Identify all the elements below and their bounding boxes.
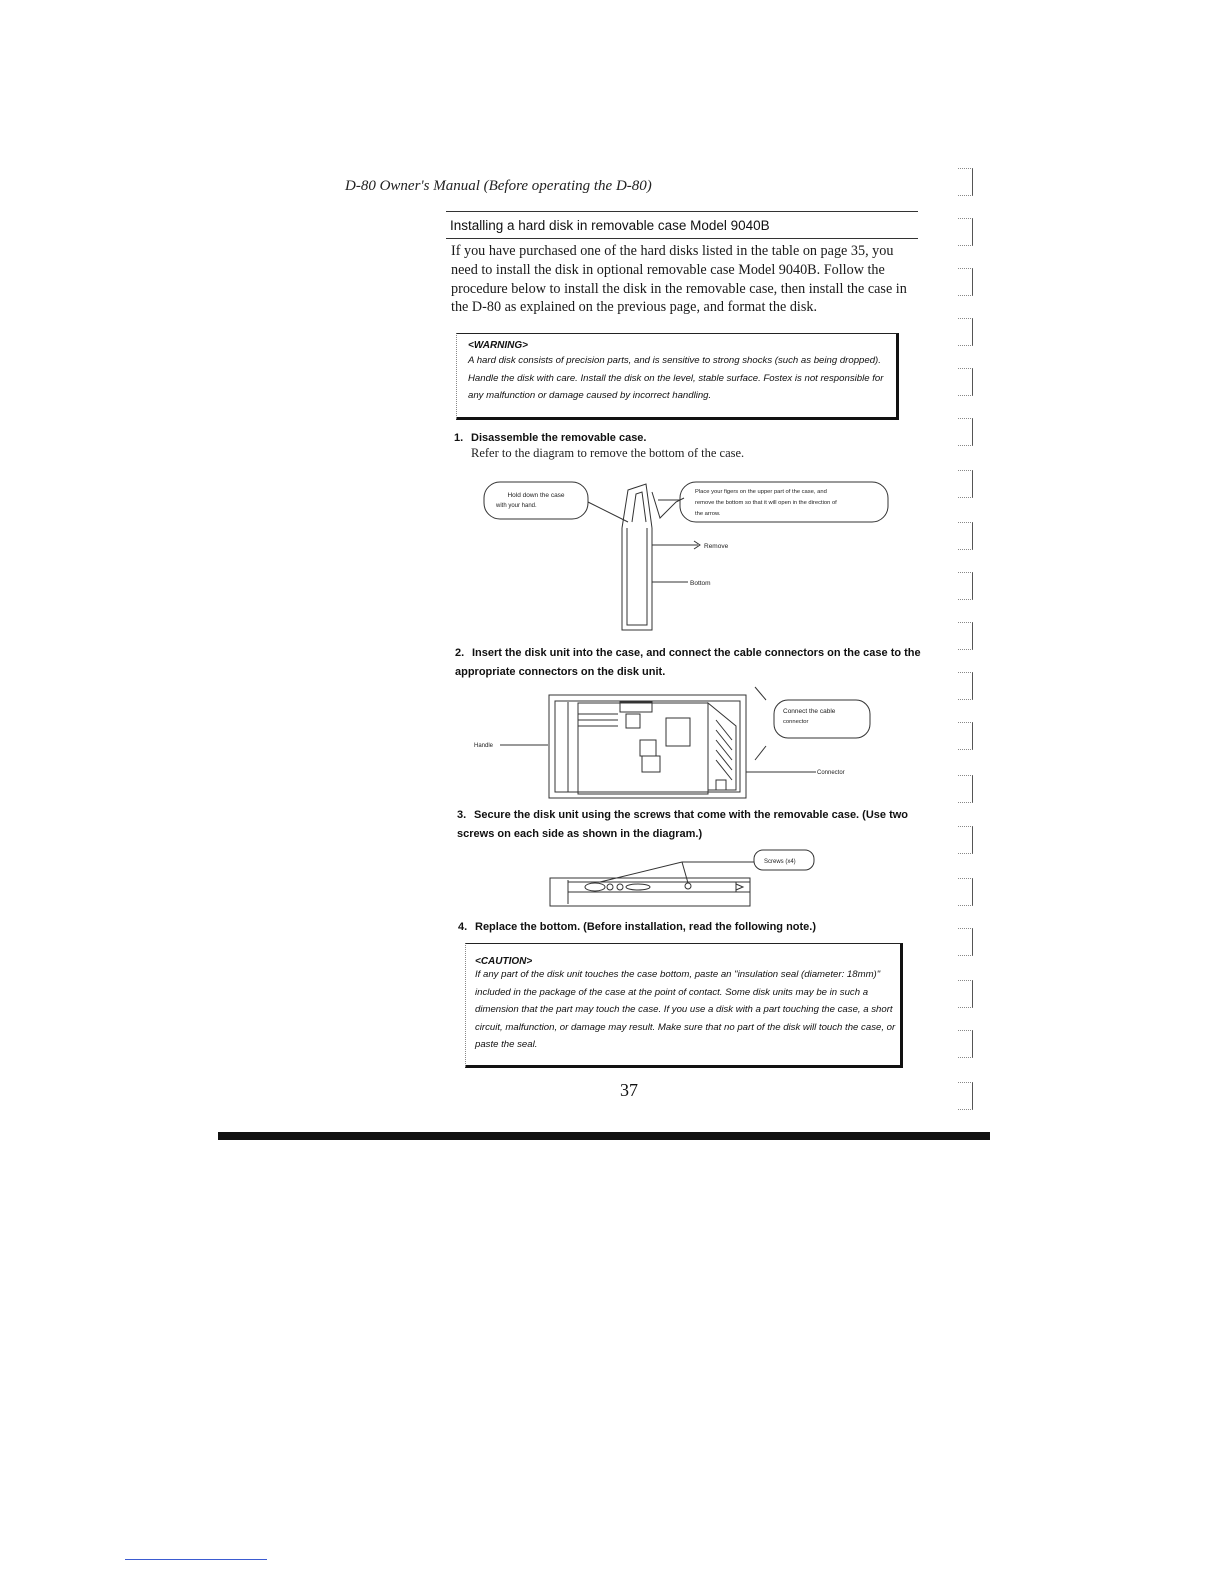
diagram-connect-cable xyxy=(470,680,890,805)
disk-chip-4 xyxy=(642,756,660,772)
edge-tab xyxy=(958,368,973,396)
edge-tab xyxy=(958,418,973,446)
connector-block xyxy=(708,703,736,790)
edge-tab xyxy=(958,168,973,196)
edge-tab xyxy=(958,522,973,550)
step-2-title xyxy=(455,644,925,682)
edge-tab xyxy=(958,826,973,854)
edge-tab xyxy=(958,928,973,956)
callout-place-line1: Place your figers on the upper part of the case, and xyxy=(695,489,827,495)
edge-tab xyxy=(958,1030,973,1058)
callout-hold-line1: Hold down the case xyxy=(507,492,565,499)
callout-hold-bubble xyxy=(484,482,588,519)
callout-place-line3: the arrow. xyxy=(695,511,721,517)
connector-pin xyxy=(716,780,726,790)
step-2-number: 2. xyxy=(455,647,465,659)
caution-title: <CAUTION> xyxy=(475,956,533,967)
edge-tab xyxy=(958,722,973,750)
leader-connect-bottom xyxy=(755,746,766,760)
screw-2 xyxy=(617,884,623,890)
label-handle: Handle xyxy=(474,743,494,749)
callout-connect-line2: connector xyxy=(783,719,809,725)
leader-connect-top xyxy=(755,687,766,700)
screw-3 xyxy=(685,883,691,889)
warning-text: A hard disk consists of precision parts, and is sensitive to strong shocks (such as being dropped). Handle the disk with care. Install the disk on the level, stable surface. Fostex is not responsible for any malfunction or damage caused by incorrect handling. xyxy=(468,355,884,401)
diagram-screws xyxy=(540,846,830,916)
step-2-label: Insert the disk unit into the case, and connect the cable connectors on the case to the appropriate connectors on the disk unit. xyxy=(455,647,921,678)
leader-hold xyxy=(588,502,628,522)
leader-screws-1 xyxy=(600,862,754,882)
footer-bar xyxy=(218,1132,990,1140)
screw-slot-1 xyxy=(585,883,605,891)
disk-label-lines xyxy=(578,714,618,726)
intro-paragraph: If you have purchased one of the hard disks listed in the table on page 35, you need to install the disk in optional removable case Model 9040B. Follow the procedure below to install the disk in the removable case, then install the case in the D-80 as explained on the previous page, and format the disk. xyxy=(451,243,907,316)
callout-place-line2: remove the bottom so that it will open in the direction of xyxy=(695,500,837,506)
leader-screws-2 xyxy=(682,862,688,883)
label-connector: Connector xyxy=(817,770,845,776)
section-rule-top xyxy=(446,211,918,212)
step-1-subtitle: Refer to the diagram to remove the bottom of the case. xyxy=(471,446,745,460)
step-3-number: 3. xyxy=(457,809,467,821)
label-screws: Screws (x4) xyxy=(764,859,796,865)
disk-chip-2 xyxy=(666,718,690,746)
edge-tab xyxy=(958,218,973,246)
callout-hold-line2: with your hand. xyxy=(496,503,537,509)
case-inner xyxy=(627,528,647,625)
case-inner-outline xyxy=(555,701,740,792)
edge-tab xyxy=(958,775,973,803)
bottom-rule xyxy=(125,1559,267,1560)
page-number: 37 xyxy=(620,1080,638,1100)
warning-title: <WARNING> xyxy=(468,340,529,351)
step-4-number: 4. xyxy=(458,921,468,933)
disk-chip-3 xyxy=(640,740,656,756)
callout-connect-line1: Connect the cable xyxy=(783,708,836,715)
edge-tab xyxy=(958,672,973,700)
caution-text: If any part of the disk unit touches the case bottom, paste an "insulation seal (diameter: 18mm)" included in the package of the case at the point of contact. Some disk units may be in such a dimension that the part may touch the case. If you use a disk with a part touching the case, a short circuit, malfunction, or damage may result. Make sure that no part of the disk will touch the case, or paste the seal. xyxy=(475,969,896,1051)
case-top-inner xyxy=(632,492,646,522)
edge-tab xyxy=(958,572,973,600)
step-3-title xyxy=(457,806,927,844)
case-side-tip xyxy=(736,884,743,890)
edge-tab xyxy=(958,1082,973,1110)
disk-chip-1 xyxy=(626,714,640,728)
section-heading: Installing a hard disk in removable case Model 9040B xyxy=(450,218,770,233)
screw-slot-2 xyxy=(626,884,650,890)
step-1-label: Disassemble the removable case. xyxy=(471,432,647,444)
label-bottom: Bottom xyxy=(690,580,711,587)
edge-tab xyxy=(958,980,973,1008)
edge-tab xyxy=(958,318,973,346)
case-lid xyxy=(652,492,684,518)
step-1-number: 1. xyxy=(454,432,464,444)
diagram-remove-bottom xyxy=(470,470,900,635)
edge-tab xyxy=(958,470,973,498)
label-remove: Remove xyxy=(704,543,729,550)
step-4-label: Replace the bottom. (Before installation, read the following note.) xyxy=(475,921,817,933)
edge-tab xyxy=(958,268,973,296)
screw-1 xyxy=(607,884,613,890)
section-rule-bottom xyxy=(446,238,918,239)
edge-tab xyxy=(958,878,973,906)
connector-hatch xyxy=(716,720,732,780)
step-3-label: Secure the disk unit using the screws that come with the removable case. (Use two screws on each side as shown in the diagram.) xyxy=(457,809,909,840)
disk-unit xyxy=(578,703,708,794)
edge-tab xyxy=(958,622,973,650)
running-header: D-80 Owner's Manual (Before operating the D-80) xyxy=(345,178,652,194)
step-4-title xyxy=(458,918,816,937)
